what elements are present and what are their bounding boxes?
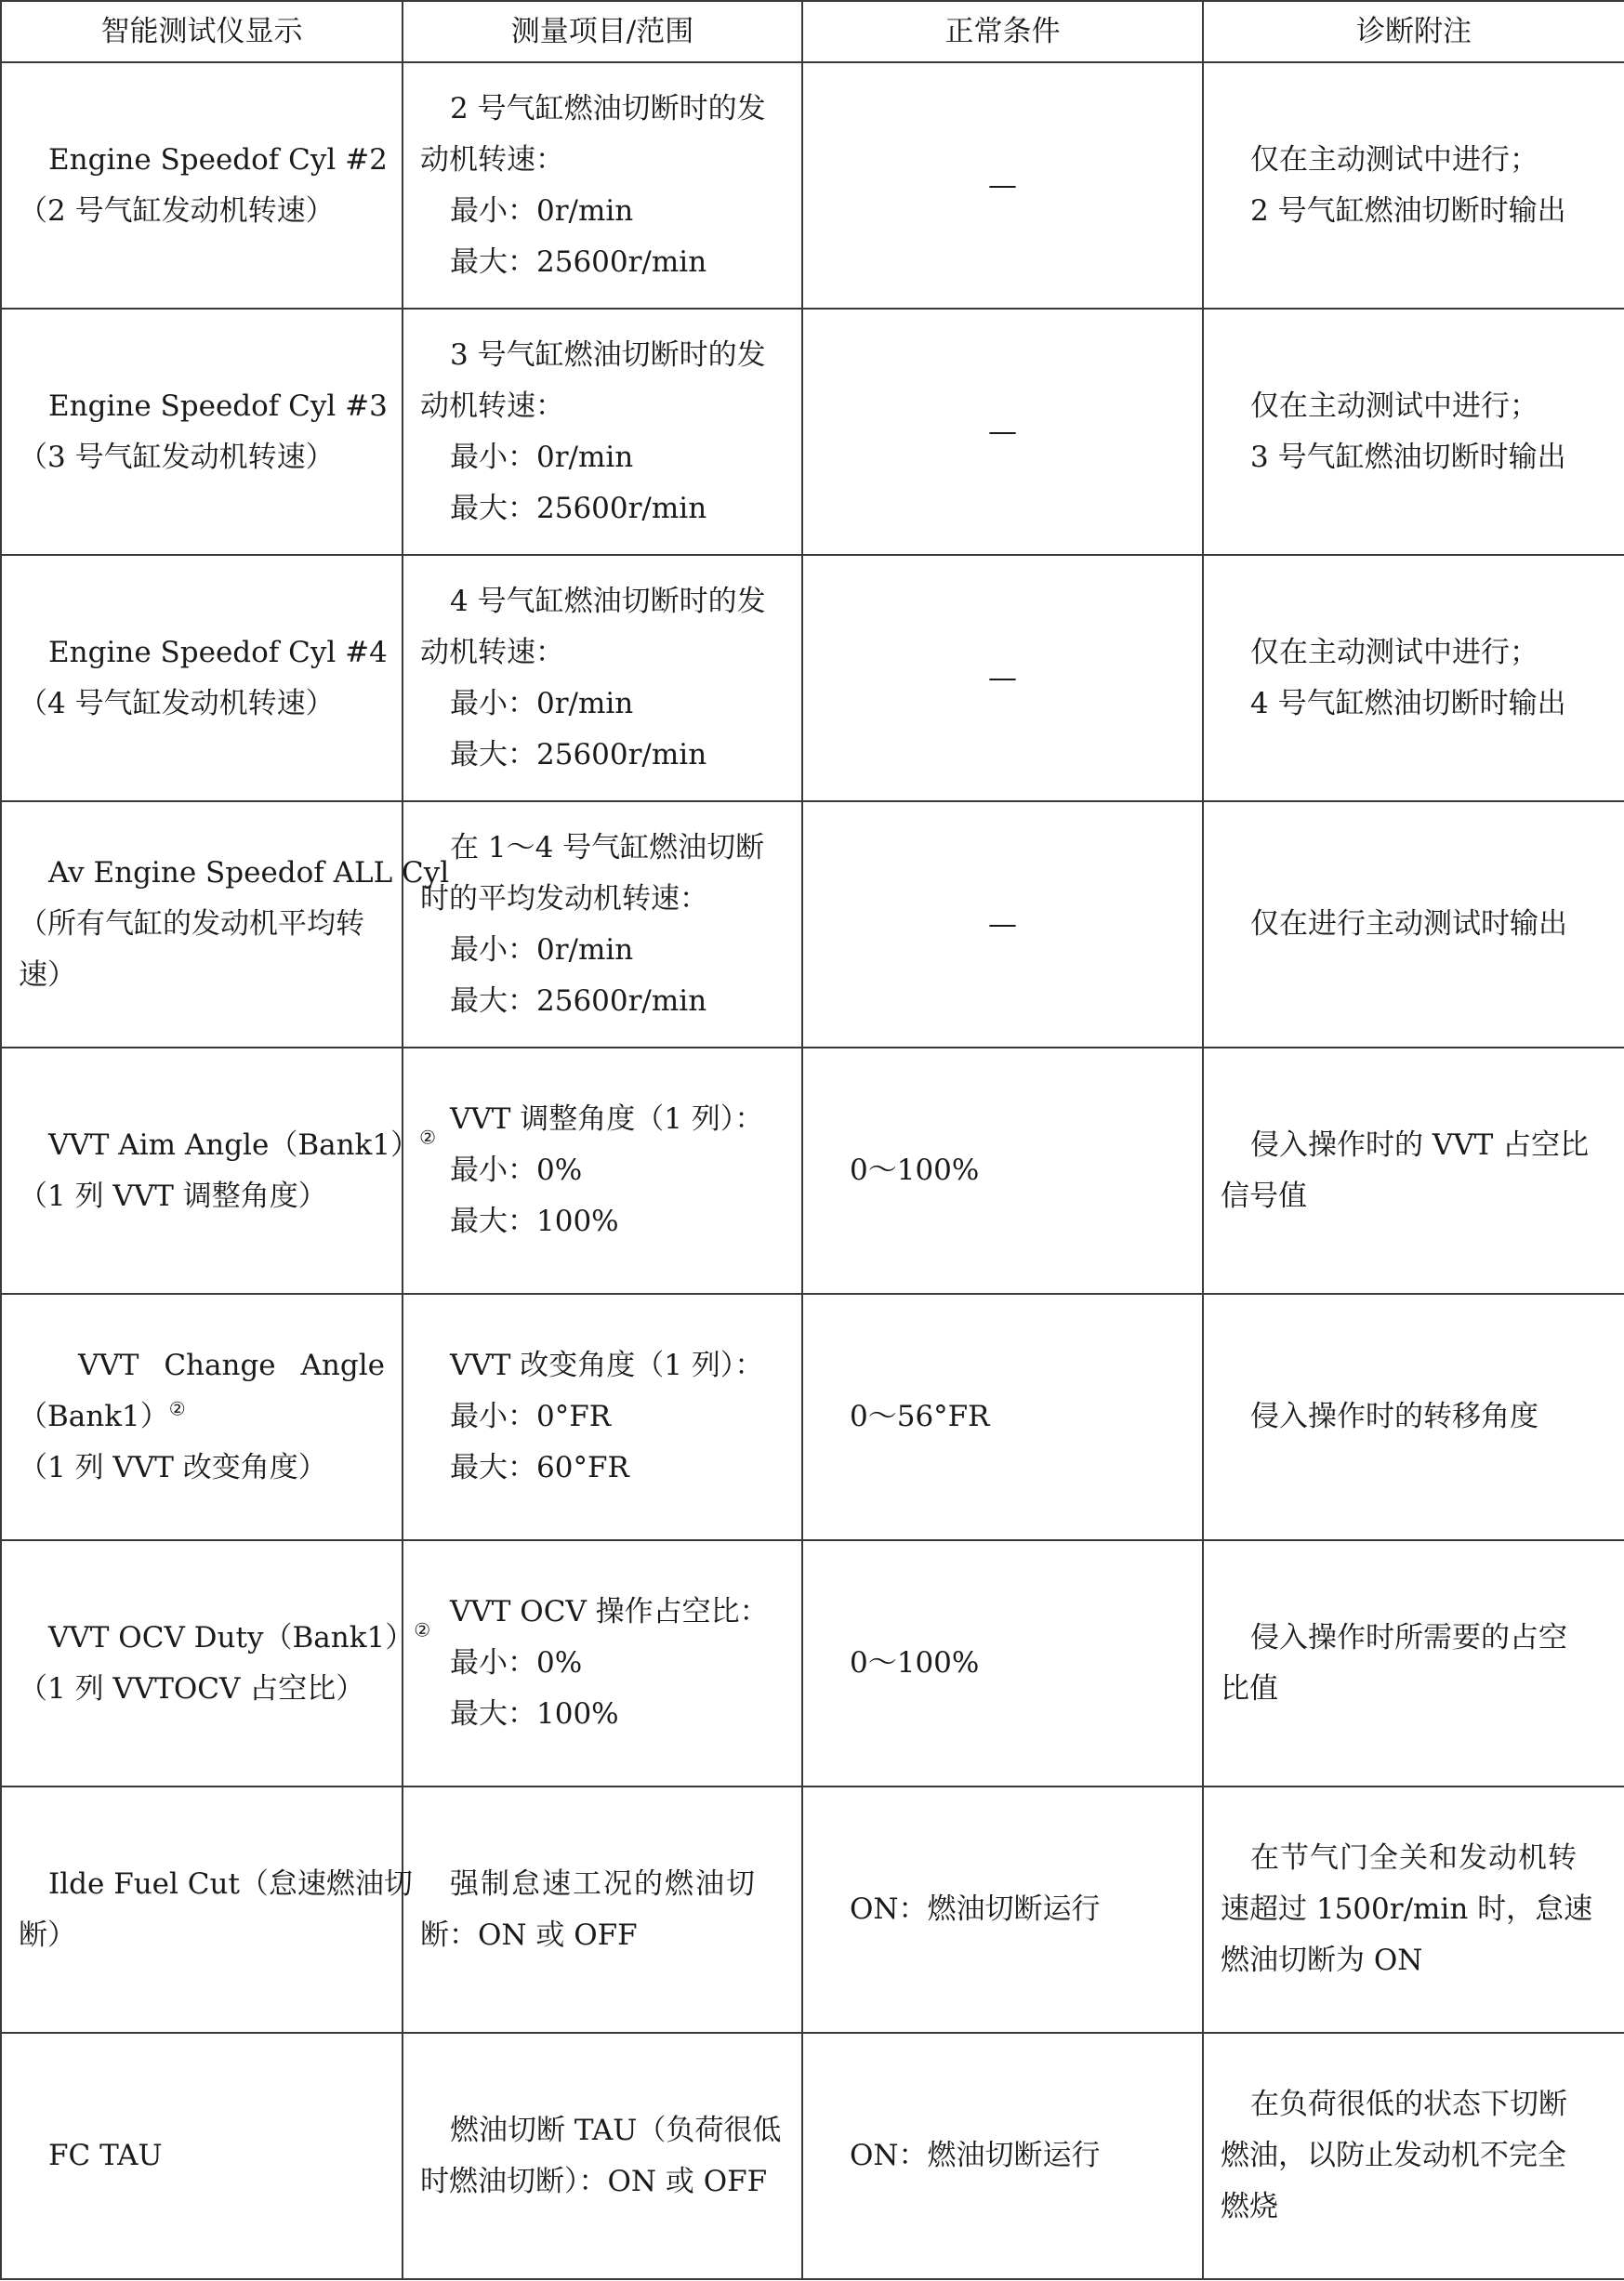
- range-line: 最大：25600r/min: [450, 244, 707, 279]
- cell-normal: [802, 62, 1203, 309]
- cell-display: [1, 1540, 431, 1787]
- footnote-mark: ②: [419, 1126, 436, 1149]
- note-line: 燃烧: [1221, 2190, 1278, 2223]
- cell-note: [1203, 309, 1624, 555]
- normal-line: ON：燃油切断运行: [850, 2139, 1101, 2172]
- normal-line: —: [988, 907, 1017, 941]
- display-line: 速）: [19, 958, 76, 992]
- cell-range: [403, 2033, 802, 2279]
- cell-normal: [802, 801, 1203, 1048]
- display-line: （1 列 VVT 改变角度）: [19, 1451, 327, 1484]
- range-line: 最大：25600r/min: [450, 737, 707, 771]
- normal-line: 0～56°FR: [850, 1400, 990, 1433]
- table-row: [1, 2033, 1624, 2279]
- cell-normal: [802, 555, 1203, 801]
- range-line: 3 号气缸燃油切断时的发: [450, 337, 766, 372]
- table-row: [1, 1787, 1624, 2033]
- cell-display: [1, 555, 403, 801]
- note-line: 燃油切断为 ON: [1221, 1944, 1423, 1977]
- note-line: 仅在进行主动测试时输出: [1250, 907, 1567, 941]
- range-line: 最小：0°FR: [450, 1400, 612, 1433]
- cell-display: [1, 1294, 403, 1540]
- range-line: 时的平均发动机转速：: [420, 881, 708, 916]
- display-line: （3 号气缸发动机转速）: [19, 440, 335, 474]
- range-line: 最大：25600r/min: [450, 491, 707, 525]
- cell-note: [1203, 2033, 1624, 2279]
- cell-display: [1, 2033, 403, 2279]
- cell-normal: [802, 1787, 1203, 2033]
- range-line: 在 1～4 号气缸燃油切断: [450, 830, 765, 864]
- range-line: 最小：0r/min: [450, 686, 634, 720]
- note-line: 4 号气缸燃油切断时输出: [1250, 686, 1566, 720]
- cell-normal: [802, 1294, 1203, 1540]
- display-line: Av Engine Speedof ALL Cyl: [48, 856, 450, 890]
- display-line: 断）: [19, 1918, 76, 1952]
- normal-line: ON：燃油切断运行: [850, 1892, 1101, 1926]
- table-header-row: [1, 1, 1624, 62]
- cell-note: [1203, 801, 1624, 1048]
- normal-line: 0～100%: [850, 1154, 980, 1187]
- range-line: 2 号气缸燃油切断时的发: [450, 91, 766, 125]
- range-line: 动机转速：: [420, 142, 564, 177]
- range-line: 强制怠速工况的燃油切: [450, 1866, 757, 1901]
- display-line: Ilde Fuel Cut（怠速燃油切: [48, 1866, 413, 1901]
- display-line: Engine Speedof Cyl #4: [48, 635, 388, 669]
- display-line: （Bank1）: [19, 1400, 169, 1433]
- header-note: 诊断附注: [1203, 1, 1624, 62]
- note-line: 侵入操作时的 VVT 占空比: [1250, 1127, 1590, 1162]
- cell-range: [403, 1540, 802, 1787]
- table-row: [1, 62, 1624, 309]
- display-word: Angle: [300, 1349, 385, 1382]
- footnote-mark: ②: [414, 1618, 431, 1642]
- display-line: FC TAU: [48, 2139, 163, 2172]
- table-row: [1, 1294, 1624, 1540]
- note-line: 仅在主动测试中进行；: [1250, 142, 1538, 177]
- normal-line: —: [988, 661, 1017, 694]
- range-line: 最小：0%: [450, 1154, 583, 1187]
- note-line: 燃油，以防止发动机不完全: [1221, 2139, 1566, 2172]
- range-line: 最大：100%: [450, 1205, 619, 1238]
- footnote-mark: ②: [168, 1397, 186, 1420]
- normal-line: 0～100%: [850, 1646, 980, 1680]
- display-line-with-mark: [19, 1391, 385, 1443]
- display-line: Engine Speedof Cyl #2: [48, 142, 388, 177]
- cell-display: [1, 1048, 436, 1294]
- range-line: 动机转速：: [420, 635, 564, 669]
- cell-normal: [802, 1540, 1203, 1787]
- display-line: VVT Aim Angle（Bank1）: [48, 1127, 420, 1162]
- header-display: 智能测试仪显示: [1, 1, 403, 62]
- cell-display: [1, 1787, 413, 2033]
- cell-range: [403, 309, 802, 555]
- table-row: [1, 1540, 1624, 1787]
- note-line: 速超过 1500r/min 时，怠速: [1221, 1892, 1593, 1926]
- cell-normal: [802, 309, 1203, 555]
- note-line: 3 号气缸燃油切断时输出: [1250, 440, 1566, 474]
- range-line: VVT 改变角度（1 列）：: [450, 1349, 764, 1382]
- range-line: 动机转速：: [420, 389, 564, 423]
- cell-range: [403, 1294, 802, 1540]
- display-line-with-mark: [19, 1613, 431, 1664]
- range-line: 最小：0r/min: [450, 932, 634, 967]
- cell-range: [403, 62, 802, 309]
- range-line: 最大：25600r/min: [450, 983, 707, 1018]
- cell-range: [403, 1787, 802, 2033]
- cell-display: [1, 62, 403, 309]
- display-line: （4 号气缸发动机转速）: [19, 686, 335, 720]
- cell-note: [1203, 1294, 1624, 1540]
- range-line: 最大：100%: [450, 1697, 619, 1731]
- table-row: [1, 1048, 1624, 1294]
- cell-normal: [802, 1048, 1203, 1294]
- note-line: 在负荷很低的状态下切断: [1250, 2088, 1567, 2121]
- note-line: 侵入操作时所需要的占空: [1250, 1620, 1567, 1655]
- cell-note: [1203, 1048, 1624, 1294]
- cell-display: [1, 309, 403, 555]
- normal-line: —: [988, 415, 1017, 448]
- display-line: （1 列 VVT 调整角度）: [19, 1179, 327, 1213]
- display-word: Change: [164, 1349, 276, 1382]
- cell-display: [1, 801, 450, 1048]
- display-line: Engine Speedof Cyl #3: [48, 389, 388, 423]
- range-line: 4 号气缸燃油切断时的发: [450, 584, 766, 618]
- note-line: 2 号气缸燃油切断时输出: [1250, 193, 1566, 228]
- range-line: 断：ON 或 OFF: [420, 1918, 638, 1952]
- note-line: 比值: [1221, 1671, 1278, 1706]
- range-line: 时燃油切断）：ON 或 OFF: [420, 2164, 768, 2198]
- cell-range: [403, 1048, 802, 1294]
- cell-note: [1203, 555, 1624, 801]
- range-line: 燃油切断 TAU（负荷很低: [450, 2113, 782, 2147]
- cell-note: [1203, 1787, 1624, 2033]
- note-line: 信号值: [1221, 1179, 1307, 1213]
- header-normal: 正常条件: [802, 1, 1203, 62]
- range-line: 最大：60°FR: [450, 1451, 629, 1484]
- range-line: 最小：0r/min: [450, 193, 634, 228]
- table-row: [1, 555, 1624, 801]
- range-line: 最小：0%: [450, 1646, 583, 1680]
- note-line: 仅在主动测试中进行；: [1250, 389, 1538, 423]
- display-line: VVT OCV Duty（Bank1）: [48, 1620, 415, 1655]
- table-row: [1, 309, 1624, 555]
- display-line: （2 号气缸发动机转速）: [19, 193, 335, 228]
- cell-note: [1203, 62, 1624, 309]
- cell-range: [403, 555, 802, 801]
- normal-line: —: [988, 168, 1017, 202]
- range-line: VVT OCV 操作占空比：: [450, 1595, 769, 1628]
- note-line: 仅在主动测试中进行；: [1250, 635, 1538, 669]
- display-spread-line: [19, 1340, 385, 1391]
- cell-range: [403, 801, 802, 1048]
- display-line: （所有气缸的发动机平均转: [19, 907, 364, 941]
- cell-normal: [802, 2033, 1203, 2279]
- note-line: 在节气门全关和发动机转: [1250, 1841, 1578, 1875]
- note-line: 侵入操作时的转移角度: [1250, 1400, 1538, 1433]
- range-line: 最小：0r/min: [450, 440, 634, 474]
- header-range: 测量项目/范围: [403, 1, 802, 62]
- display-line-with-mark: [19, 1120, 436, 1171]
- display-word: VVT: [78, 1349, 139, 1382]
- range-line: VVT 调整角度（1 列）：: [450, 1102, 764, 1136]
- cell-note: [1203, 1540, 1624, 1787]
- table-row: [1, 801, 1624, 1048]
- display-line: （1 列 VVTOCV 占空比）: [19, 1671, 365, 1706]
